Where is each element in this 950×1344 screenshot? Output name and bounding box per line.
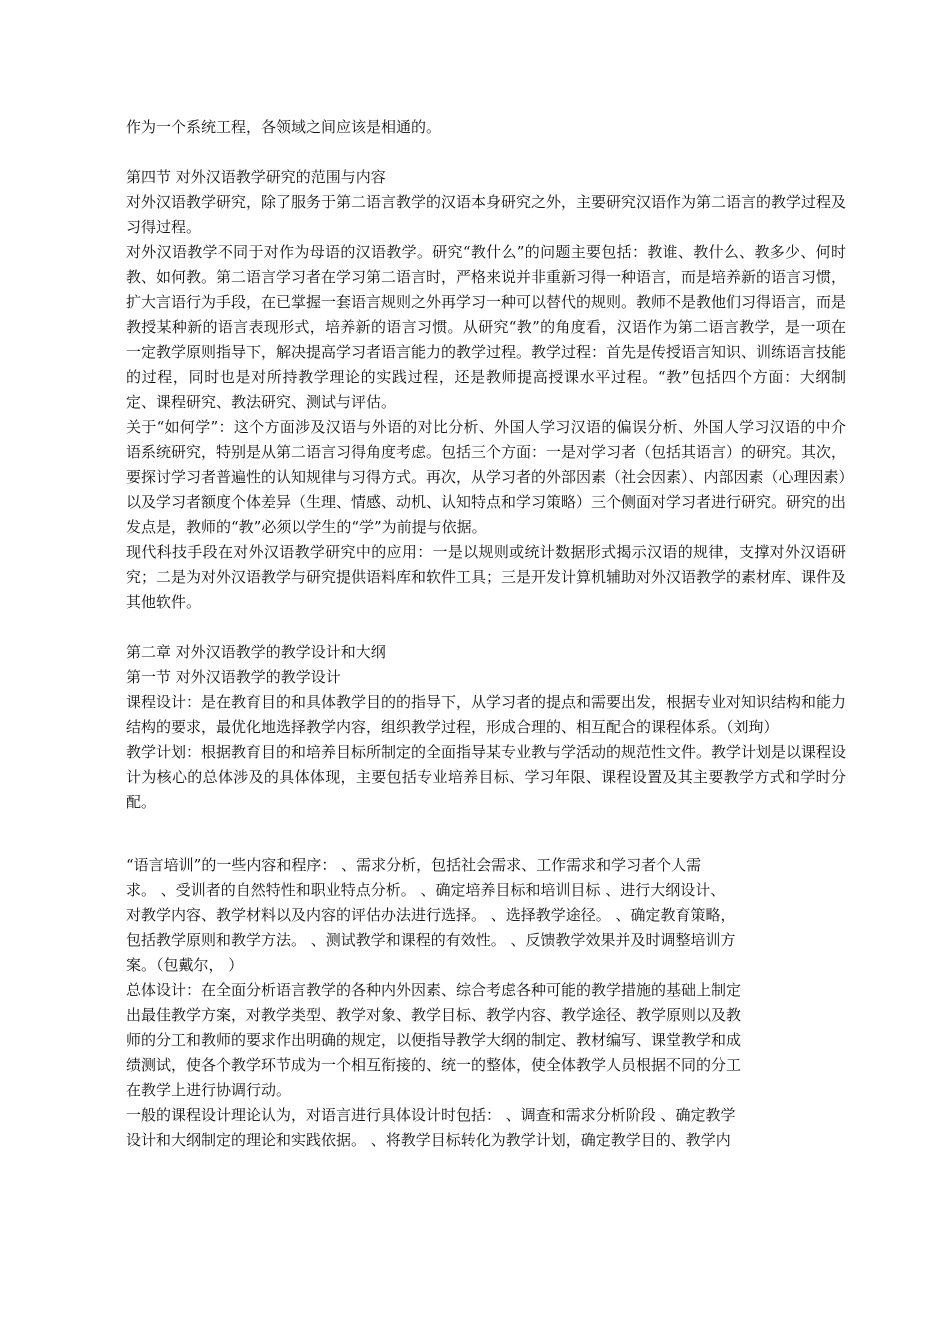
overall-design-line: 在教学上进行协调行动。 xyxy=(126,1081,292,1099)
overall-design-line: 绩测试，使各个教学环节成为一个相互衔接的、统一的整体，使全体教学人员根据不同的分工 xyxy=(126,1056,742,1074)
document-body xyxy=(126,115,846,1153)
training-line: “语言培训”的一些内容和程序： 、需求分析，包括社会需求、工作需求和学习者个人需 xyxy=(126,856,702,874)
overall-design-line: 总体设计：在全面分析语言教学的各种内外因素、综合考虑各种可能的教学措施的基础上制定 xyxy=(126,981,742,999)
paragraph-system-engineering: 作为一个系统工程，各领域之间应该是相通的。 xyxy=(126,118,442,136)
paragraph-research-scope: 对外汉语教学研究，除了服务于第二语言教学的汉语本身研究之外，主要研究汉语作为第二语言的教学过程及习得过程。 xyxy=(126,193,847,236)
paragraph-what-to-teach: 对外汉语教学不同于对作为母语的汉语教学。研究“教什么”的问题主要包括：教谁、教什么、教多少、何时教、如何教。第二语言学习者在学习第二语言时，严格来说并非重新习得一种语言，而是培养新的语言习惯，扩大言语行为手段，在已掌握一套语言规则之外再学习一种可以替代的规则。教师不是教他们习得语言，而是教授某种新的语言表现形式，培养新的语言习惯。从研究“教”的角度看，汉语作为第二语言教学，是一项在一定教学原则指导下，解决提高学习者语言能力的教学过程。教学过程：首先是传授语言知识、训练语言技能的过程，同时也是对所持教学理论的实践过程，还是教师提高授课水平过程。“教”包括四个方面：大纲制定、课程研究、教法研究、测试与评估。 xyxy=(126,243,847,411)
general-design-block xyxy=(126,1103,846,1153)
general-design-line: 设计和大纲制定的理论和实践依据。 、将教学目标转化为教学计划，确定教学目的、教学内 xyxy=(126,1131,731,1149)
blank-line xyxy=(126,140,846,165)
paragraph-course-design: 课程设计：是在教育目的和具体教学目的的指导下，从学习者的提点和需要出发，根据专业对知识结构和能力结构的要求，最优化地选择教学内容，组织教学过程，形成合理的、相互配合的课程体系。（刘珣） xyxy=(126,693,847,736)
training-line: 对教学内容、教学材料以及内容的评估办法进行选择。 、选择教学途径。 、确定教育策略， xyxy=(126,906,736,924)
paragraph-how-to-learn: 关于“如何学”：这个方面涉及汉语与外语的对比分析、外国人学习汉语的偏误分析、外国人学习汉语的中介语系统研究，特别是从第二语言习得角度考虑。包括三个方面：一是对学习者（包括其语言）的研究。其次，要探讨学习者普遍性的认知规律与习得方式。再次，从学习者的外部因素（社会因素）、内部因素（心理因素）以及学习者额度个体差异（生理、情感、动机、认知特点和学习策略）三个侧面对学习者进行研究。研究的出发点是，教师的“教”必须以学生的“学”为前提与依据。 xyxy=(126,418,847,536)
paragraph-teaching-plan: 教学计划：根据教育目的和培养目标所制定的全面指导某专业教与学活动的规范性文件。教学计划是以课程设计为核心的总体涉及的具体体现，主要包括专业培养目标、学习年限、课程设置及其主要教学方式和学时分配。 xyxy=(126,743,847,811)
chapter-heading-2: 第二章 对外汉语教学的教学设计和大纲 xyxy=(126,643,386,661)
training-line: 求。 、受训者的自然特性和职业特点分析。 、确定培养目标和培训目标 、进行大纲设计、 xyxy=(126,881,726,899)
blank-line xyxy=(126,815,846,840)
general-design-line: 一般的课程设计理论认为，对语言进行具体设计时包括： 、调查和需求分析阶段 、确定教学 xyxy=(126,1106,736,1124)
training-line: 案。（包戴尔， ） xyxy=(126,956,244,974)
language-training-block xyxy=(126,853,846,978)
section-heading-4: 第四节 对外汉语教学研究的范围与内容 xyxy=(126,168,386,186)
section-heading-1: 第一节 对外汉语教学的教学设计 xyxy=(126,668,341,686)
paragraph-modern-technology: 现代科技手段在对外汉语教学研究中的应用：一是以规则或统计数据形式揭示汉语的规律，支撑对外汉语研究；二是为对外汉语教学与研究提供语料库和软件工具；三是开发计算机辅助对外汉语教学的素材库、课件及其他软件。 xyxy=(126,543,847,611)
overall-design-line: 师的分工和教师的要求作出明确的规定，以便指导教学大纲的制定、教材编写、课堂教学和成 xyxy=(126,1031,742,1049)
overall-design-block xyxy=(126,978,846,1103)
overall-design-line: 出最佳教学方案，对教学类型、教学对象、教学目标、教学内容、教学途径、教学原则以及教 xyxy=(126,1006,742,1024)
blank-line xyxy=(126,615,846,640)
training-line: 包括教学原则和教学方法。 、测试教学和课程的有效性。 、反馈教学效果并及时调整培训方 xyxy=(126,931,736,949)
